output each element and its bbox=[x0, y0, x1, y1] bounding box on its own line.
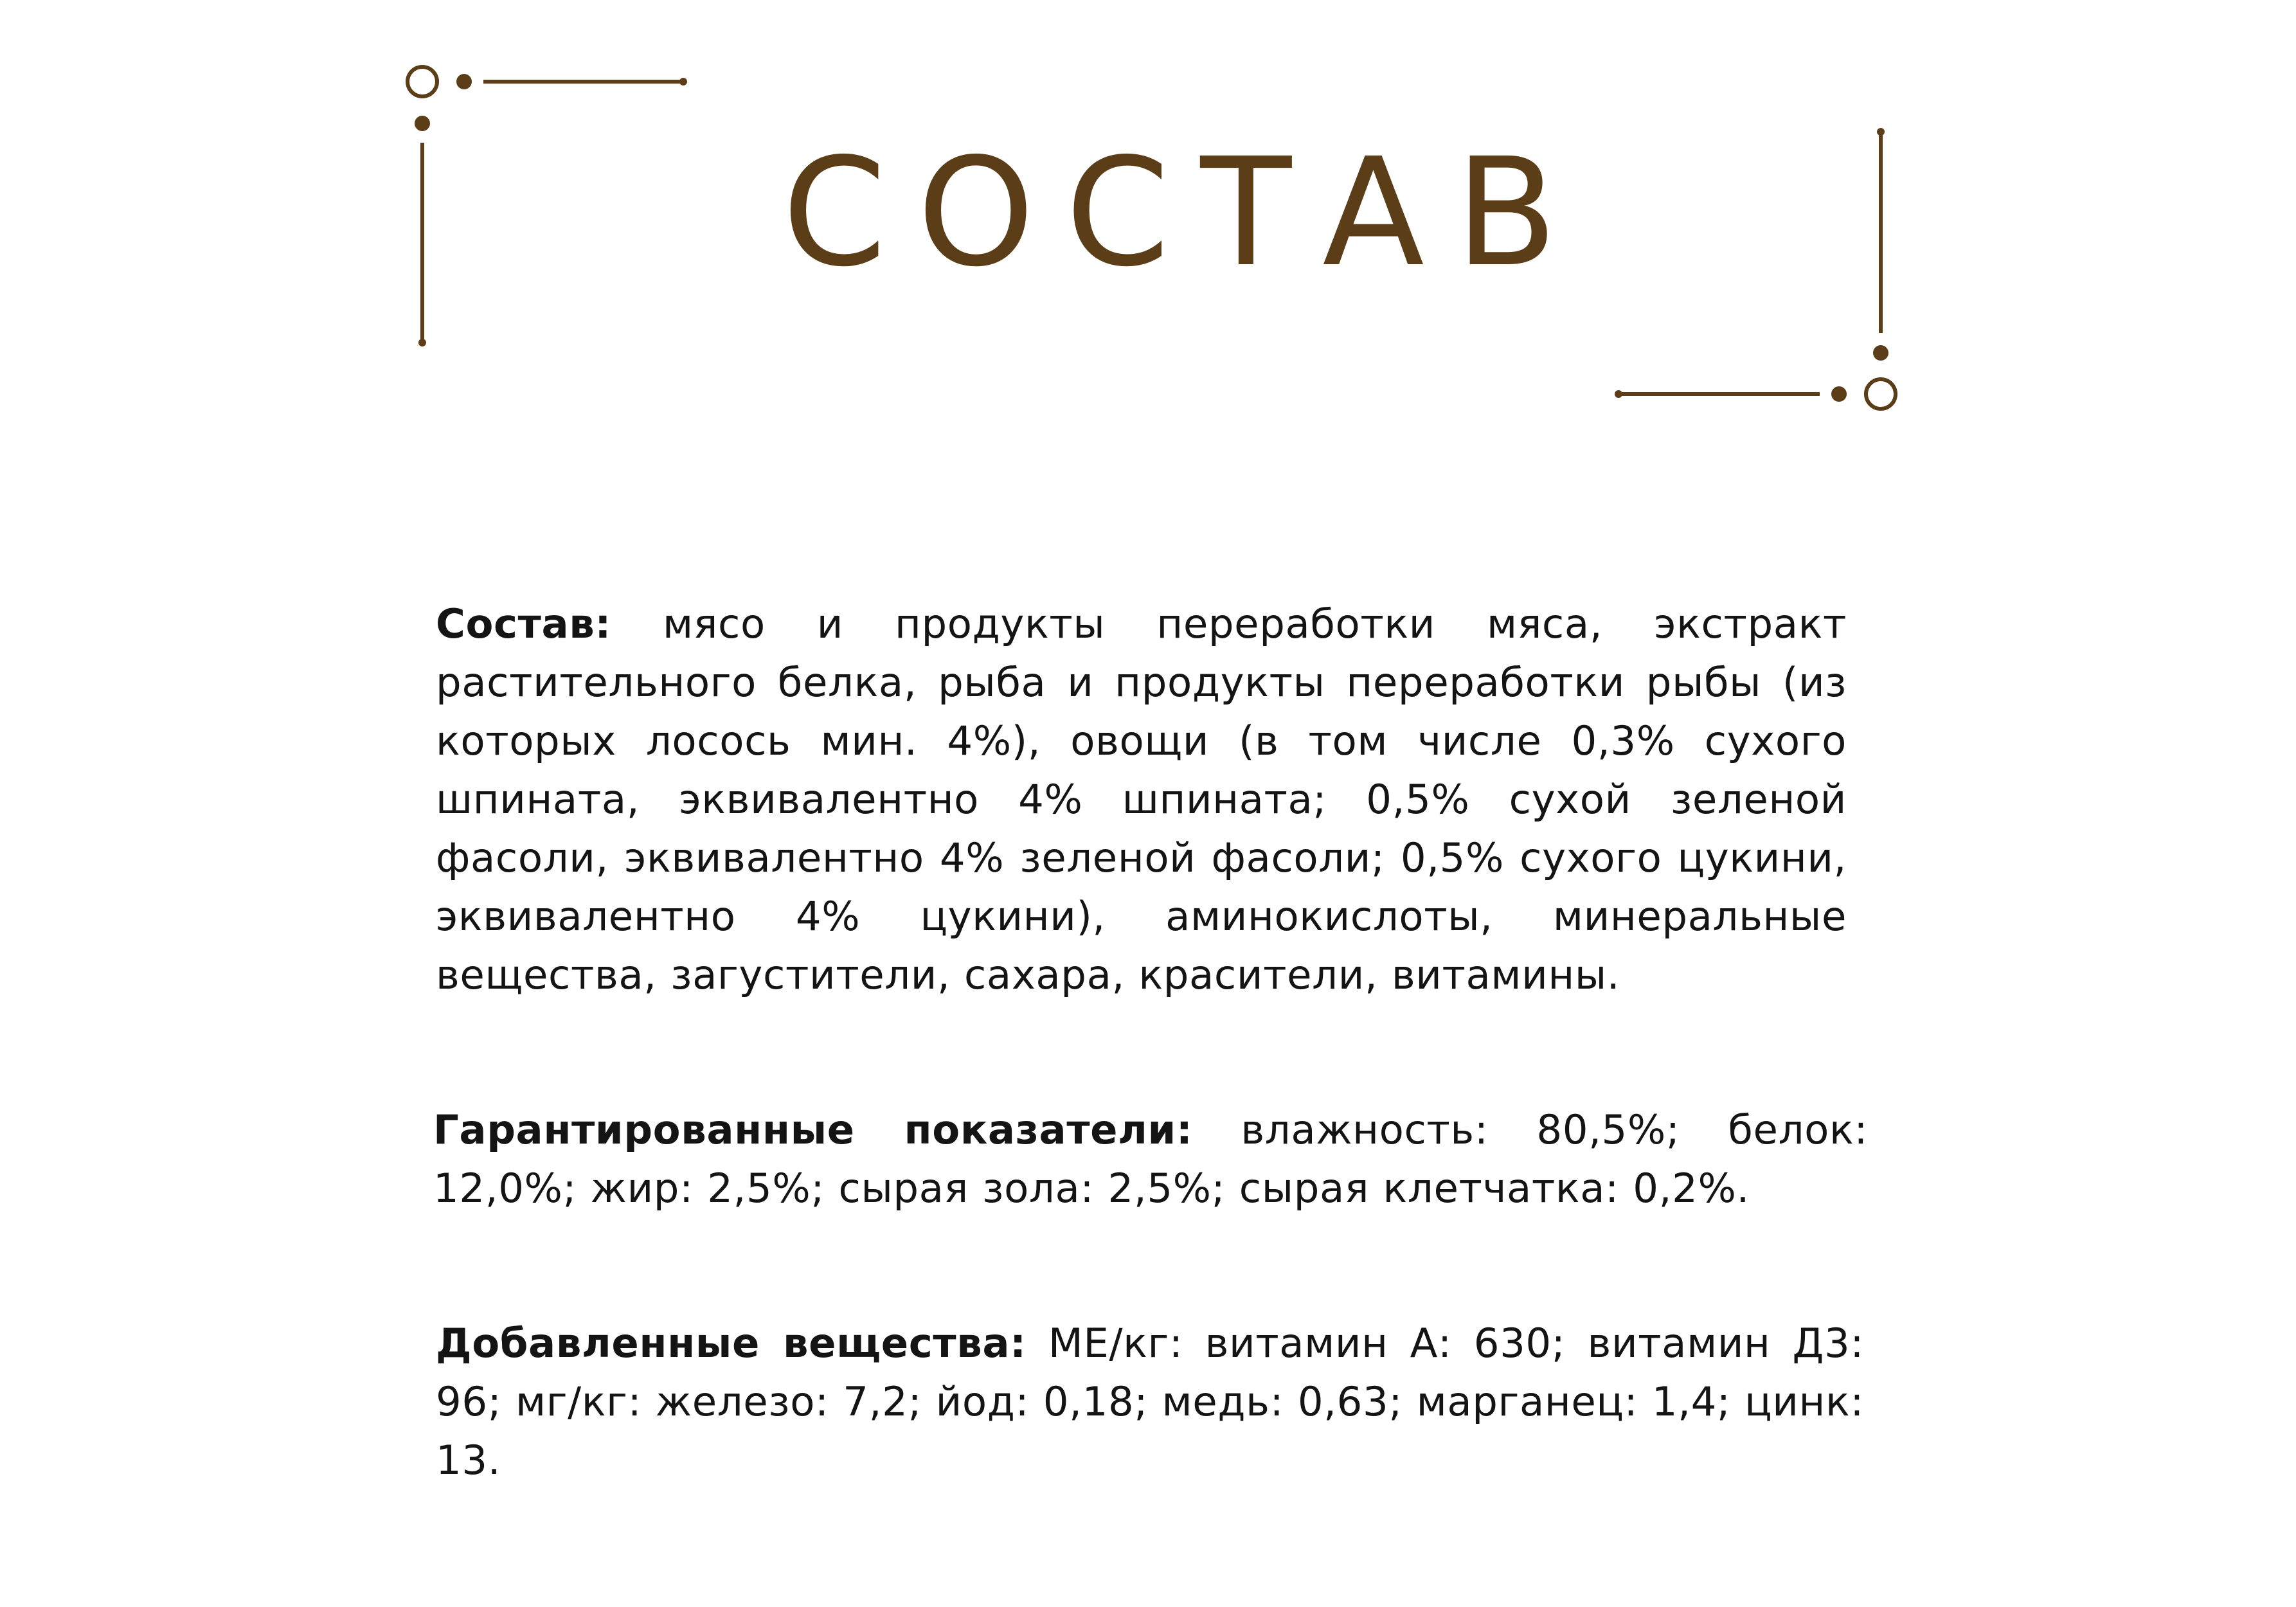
composition-content bbox=[433, 595, 1868, 1489]
added-substances-label: Добавленные вещества: bbox=[436, 1320, 1027, 1367]
ornament-ring bbox=[408, 67, 437, 96]
guaranteed-indicators-label: Гарантированные показатели: bbox=[433, 1106, 1193, 1153]
ornament-dot bbox=[1831, 386, 1847, 402]
composition-paragraph bbox=[436, 595, 1847, 1004]
added-substances-paragraph bbox=[436, 1314, 1864, 1489]
ornament-dot bbox=[1873, 345, 1888, 361]
ornament-dot bbox=[415, 116, 430, 131]
ornament-dot bbox=[456, 74, 472, 89]
ornament-end-dot bbox=[418, 339, 426, 346]
ornament-end-dot bbox=[679, 78, 687, 85]
page-title: СОСТАВ bbox=[782, 126, 1589, 300]
added-substances-text: МЕ/кг: витамин А: 630; витамин Д3: 96; мг/кг: железо: 7,2; йод: 0,18; медь: 0,63; марганец: 1,4; цинк: 13. bbox=[436, 1320, 1864, 1484]
guaranteed-indicators-paragraph bbox=[433, 1100, 1868, 1217]
composition-text: мясо и продукты переработки мяса, экстракт растительного белка, рыба и продукты переработки рыбы (из которых лосось мин. 4%), овощи (в том числе 0,3% сухого шпината, эквивалентно 4% шпината; 0,5% сухой зеленой фасоли, эквивалентно 4% зеленой фасоли; 0,5% сухого цукини, эквивалентно 4% цукини), аминокислоты, минеральные вещества, загустители, сахара, красители, витамины. bbox=[436, 600, 1847, 998]
guaranteed-indicators-text: влажность: 80,5%; белок: 12,0%; жир: 2,5%; сырая зола: 2,5%; сырая клетчатка: 0,2%. bbox=[433, 1106, 1868, 1212]
composition-label: Состав: bbox=[436, 600, 611, 647]
bottom-right-corner-ornament bbox=[1615, 128, 1896, 409]
ornament-ring bbox=[1866, 379, 1896, 409]
top-left-corner-ornament bbox=[408, 67, 687, 346]
